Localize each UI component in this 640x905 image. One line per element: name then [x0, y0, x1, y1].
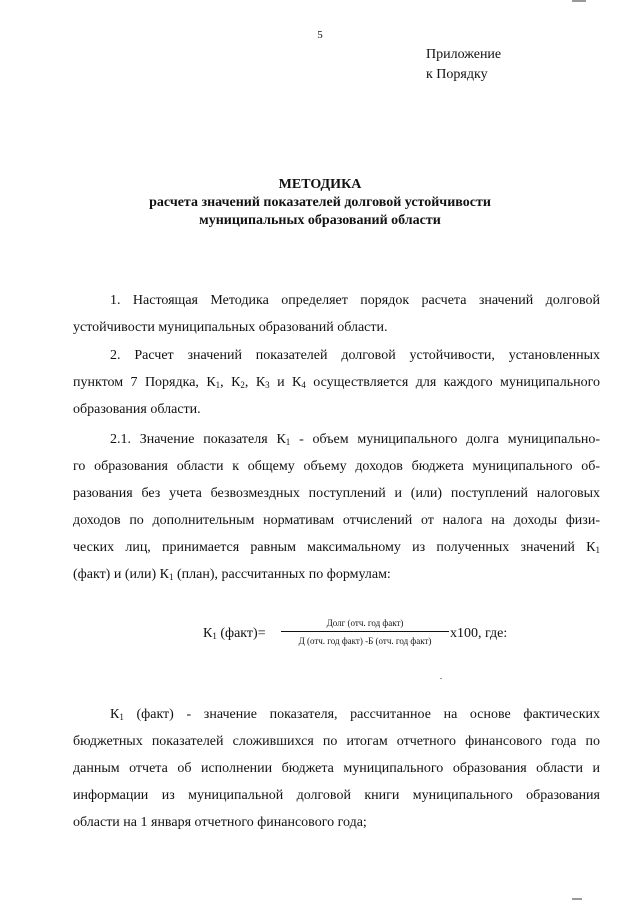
appendix-note	[426, 45, 501, 85]
text-line: доходов по дополнительным нормативам отчислений от налога на доходы физи-	[73, 513, 600, 528]
text-line: го образования области к общему объему доходов бюджета муниципального об-	[73, 459, 600, 474]
text-line: образования области.	[73, 402, 201, 417]
page-number: 5	[317, 29, 323, 41]
text-line: ческих лиц, принимается равным максимальному из полученных значений $К_1$	[73, 540, 600, 555]
title-line-1: МЕТОДИКА	[278, 177, 362, 192]
text-line: области на 1 января отчетного финансового года;	[73, 815, 367, 830]
appendix-line-1: Приложение	[426, 47, 502, 62]
appendix-line-2: к Порядку	[426, 67, 488, 82]
text-line: пунктом 7 Порядка, $К_1$, $К_2$, $К_3$ и $К_4$ осуществляется для каждого муниципального	[73, 375, 600, 390]
fraction-bar	[281, 631, 449, 632]
scan-speck	[440, 678, 442, 679]
text-line: разования без учета безвозмездных поступлений и (или) поступлений налоговых	[73, 486, 600, 501]
text-line: $К_1$ (факт) - значение показателя, рассчитанное на основе фактических	[110, 707, 600, 722]
text-line: (факт) и (или) $К_1$ (план), рассчитанных по формулам:	[73, 567, 391, 582]
text-line: 2.1. Значение показателя $К_1$ - объем муниципального долга муниципально-	[110, 432, 600, 447]
paragraph-1	[73, 287, 600, 341]
title-line-3: муниципальных образований области	[199, 213, 441, 228]
document-title	[0, 176, 640, 230]
text-line: информации из муниципальной долговой книги муниципального образования	[73, 788, 600, 803]
text-line: 2. Расчет значений показателей долговой устойчивости, установленных	[110, 348, 600, 363]
text-line: бюджетных показателей сложившихся по итогам отчетного финансового года по	[73, 734, 600, 749]
formula-rhs: x100, где:	[450, 626, 508, 641]
formula-denominator: Д (отч. год факт) -Б (отч. год факт)	[298, 636, 432, 646]
text-line: устойчивости муниципальных образований области.	[73, 320, 388, 335]
scan-speck	[572, 0, 586, 2]
paragraph-3	[73, 426, 600, 588]
title-line-2: расчета значений показателей долговой устойчивости	[149, 195, 491, 210]
text-line: 1. Настоящая Методика определяет порядок расчета значений долговой	[110, 293, 600, 308]
formula-numerator: Долг (отч. год факт)	[326, 618, 404, 628]
scan-speck	[572, 898, 582, 900]
text-line: данным отчета об исполнении бюджета муниципального образования области и	[73, 761, 600, 776]
paragraph-2	[73, 342, 600, 423]
formula-lhs: $К_1$ (факт)=	[203, 626, 266, 641]
formula-fraction	[281, 618, 449, 646]
paragraph-4	[73, 701, 600, 836]
